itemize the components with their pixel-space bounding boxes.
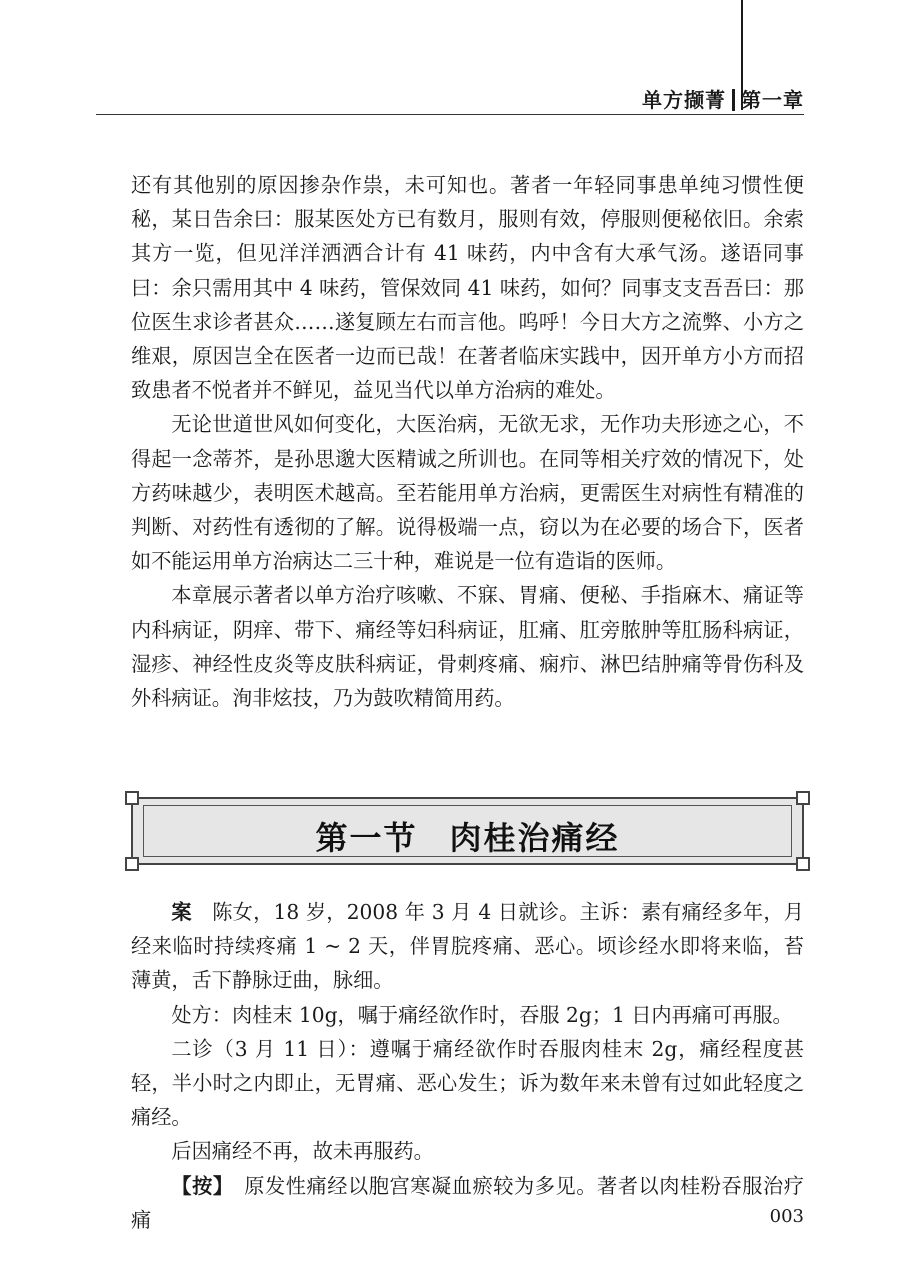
section-name: 肉桂治痛经 bbox=[449, 819, 620, 857]
outcome-paragraph: 后因痛经不再，故未再服药。 bbox=[171, 1139, 434, 1164]
intro-paragraph: 无论世道世风如何变化，大医治病，无欲无求，无作功夫形迹之心，不得起一念蒂芥，是孙思邈大医精诚之所训也。在同等相关疗效的情况下，处方药味越少，表明医术越高。至若能用单方治病，更需医生对病性有精准的判断、对药性有透彻的了解。说得极端一点，窃以为在必要的场合下，医者如不能运用单方治病达二三十种，难说是一位有造诣的医师。 bbox=[131, 412, 804, 574]
running-head bbox=[0, 84, 804, 113]
frame-corner-ornament bbox=[125, 791, 139, 805]
prescription-paragraph: 处方：肉桂末 10g，嘱于痛经欲作时，吞服 2g；1 日内再痛可再服。 bbox=[171, 1002, 793, 1027]
page-number: 003 bbox=[769, 1206, 804, 1227]
running-head-chapter: 第一章 bbox=[741, 88, 804, 112]
note-text: 原发性痛经以胞宫寒凝血瘀较为多见。著者以肉桂粉吞服治疗痛 bbox=[131, 1173, 804, 1232]
frame-corner-ornament bbox=[125, 857, 139, 871]
frame-corner-ornament bbox=[796, 857, 810, 871]
running-head-book-section: 单方撷菁 bbox=[642, 88, 726, 112]
followup-paragraph: 二诊（3 月 11 日）：遵嘱于痛经欲作时吞服肉桂末 2g，痛经程度甚轻，半小时之内即止，无胃痛、恶心发生；诉为数年来未曾有过如此轻度之痛经。 bbox=[131, 1036, 804, 1130]
note-label: 【按】 bbox=[171, 1173, 234, 1198]
intro-paragraph: 本章展示著者以单方治疗咳嗽、不寐、胃痛、便秘、手指麻木、痛证等内科病证，阴痒、带下、痛经等妇科病证，肛痛、肛旁脓肿等肛肠科病证，湿疹、神经性皮炎等皮肤科病证，骨刺疼痛、痫疖、淋巴结肿痛等骨伤科及外科病证。洵非炫技，乃为鼓吹精简用药。 bbox=[131, 583, 804, 711]
case-description: 陈女，18 岁，2008 年 3 月 4 日就诊。主诉：素有痛经多年，月经来临时持续疼痛 1 ~ 2 天，伴胃脘疼痛、恶心。顷诊经水即将来临，苔薄黄，舌下静脉迂曲，脉细。 bbox=[131, 900, 804, 993]
case-text bbox=[131, 895, 804, 1237]
section-title bbox=[133, 813, 802, 859]
case-label: 案 bbox=[171, 900, 192, 924]
running-head-separator bbox=[732, 89, 735, 111]
case-paragraph bbox=[131, 895, 804, 998]
intro-text bbox=[131, 168, 804, 715]
header-rule bbox=[96, 114, 804, 115]
section-heading-box bbox=[131, 797, 804, 865]
frame-corner-ornament bbox=[796, 791, 810, 805]
section-number: 第一节 bbox=[315, 819, 418, 857]
intro-paragraph: 还有其他别的原因掺杂作祟，未可知也。著者一年轻同事患单纯习惯性便秘，某日告余曰：服某医处方已有数月，服则有效，停服则便秘依旧。余索其方一览，但见洋洋洒洒合计有 41 味药，内中含有大承气汤。遂语同事曰：余只需用其中 4 味药，管保效同 41 味药，如何？同事支支吾吾曰：那位医生求诊者甚众……遂复顾左右而言他。呜呼！今日大方之流弊、小方之维艰，原因岂全在医者一边而已哉！在著者临床实践中，因开单方小方而招致患者不悦者并不鲜见，益见当代以单方治病的难处。 bbox=[131, 173, 804, 403]
